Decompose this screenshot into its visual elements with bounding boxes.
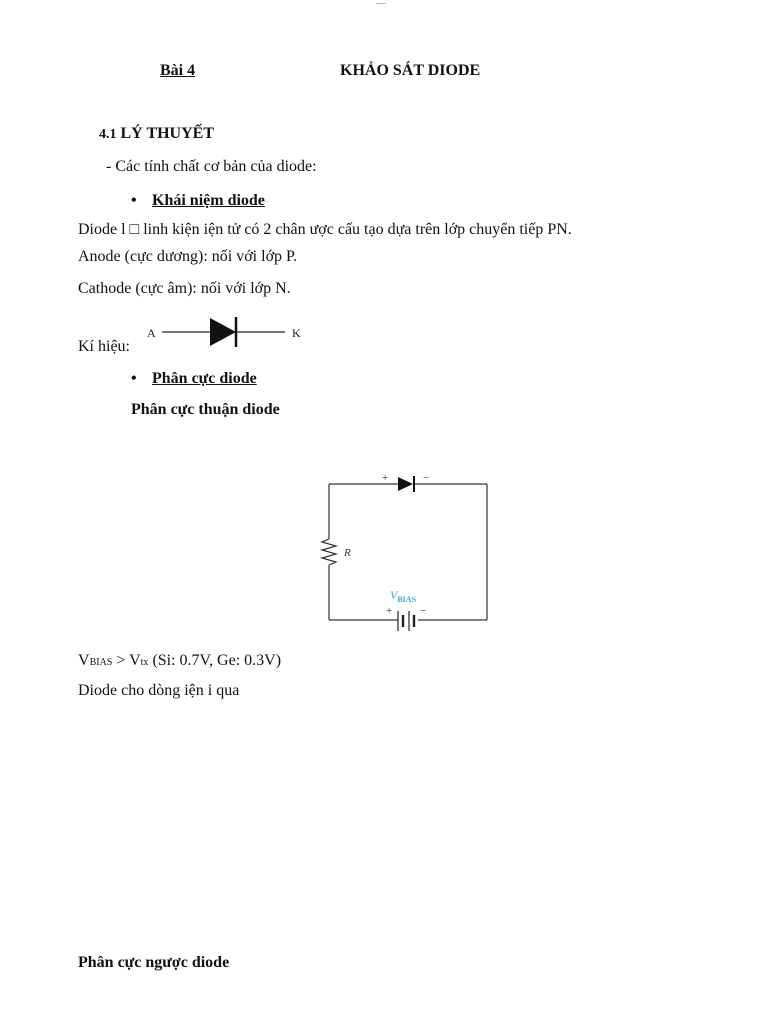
battery-icon [398, 611, 414, 631]
lesson-title: KHẢO SÁT DIODE [340, 62, 481, 79]
section-heading [99, 125, 214, 143]
concept-heading: Khái niệm diode [152, 192, 265, 209]
diode-minus-sign: − [423, 472, 430, 484]
section-title: LÝ THUYẾT [120, 125, 215, 142]
lesson-number: Bài 4 [160, 62, 196, 79]
battery-minus-sign: − [420, 605, 427, 617]
section-number: 4.1 [99, 127, 117, 142]
resistor-icon [322, 539, 336, 565]
battery-plus-sign: + [386, 605, 393, 617]
vbias-label: $V_{BIAS}$ [390, 588, 417, 604]
concept-line-3: Cathode (cực âm): nối với lớp N. [78, 280, 291, 297]
diode-symbol [140, 312, 320, 352]
bias-heading: Phân cực diode [152, 370, 257, 387]
bias-bullet: • [131, 370, 137, 387]
resistor-label: R [344, 547, 351, 559]
symbol-cathode-label: K [292, 326, 301, 340]
forward-bias-result: Diode cho dòng iện i qua [78, 682, 240, 699]
symbol-label: Kí hiệu: [78, 338, 130, 355]
reverse-bias-heading: Phân cực ngược diode [78, 954, 230, 971]
concept-line-1: Diode l □ linh kiện iện tử có 2 chân ược cấu tạo dựa trên lớp chuyển tiếp PN. [78, 221, 572, 238]
concept-line-2: Anode (cực dương): nối với lớp P. [78, 248, 298, 265]
diode-plus-sign: + [382, 472, 389, 484]
intro-text: - Các tính chất cơ bản của diode: [106, 158, 317, 175]
circuit-diode-triangle [398, 477, 413, 491]
forward-bias-circuit [310, 465, 500, 640]
symbol-anode-label: A [147, 326, 156, 340]
concept-bullet: • [131, 192, 137, 209]
page-top-mark [376, 0, 386, 5]
symbol-triangle [210, 318, 236, 346]
bias-condition: VBIAS > Vtx (Si: 0.7V, Ge: 0.3V) [78, 652, 282, 669]
forward-bias-heading: Phân cực thuận diode [131, 401, 280, 418]
